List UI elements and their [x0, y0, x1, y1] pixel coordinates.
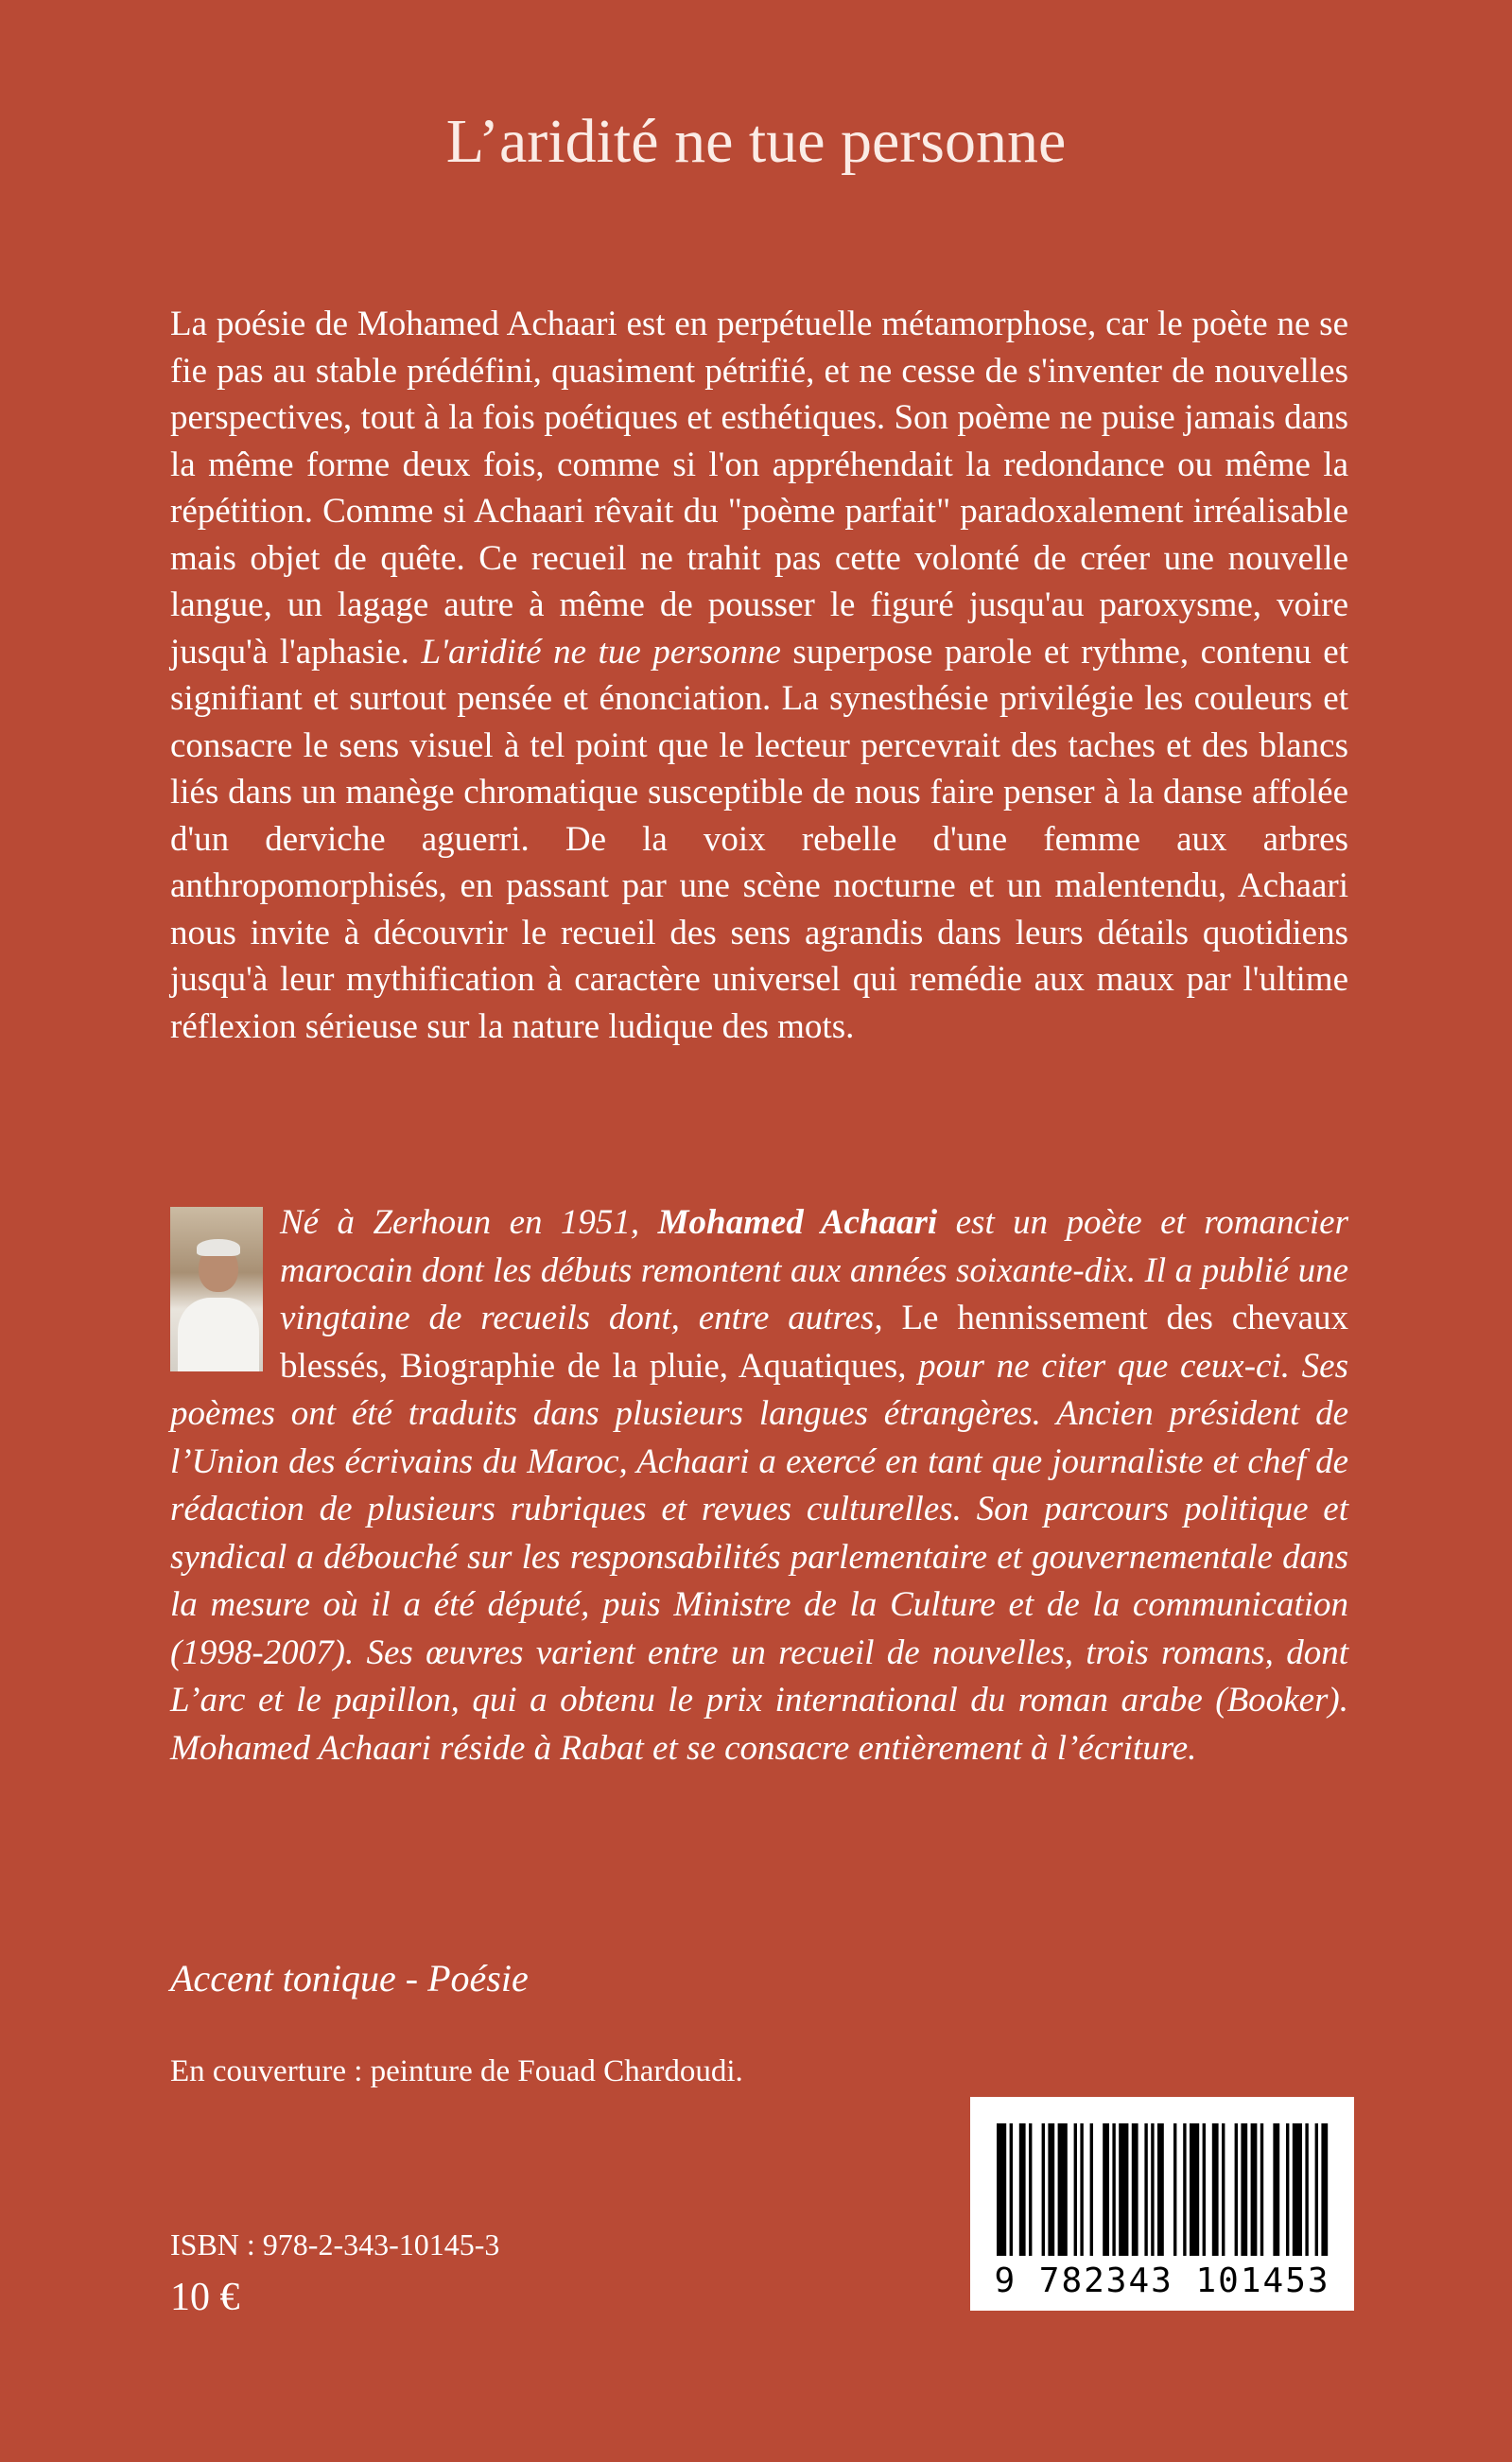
synopsis-italic-title: L'aridité ne tue personne — [421, 632, 781, 672]
collection-name: Accent tonique - Poésie — [170, 1957, 529, 1999]
barcode-bar — [1235, 2123, 1238, 2256]
bio-part-1: est un poète et romancier marocain dont les débuts remontent aux années soixante-dix. Il a publié une vingtaine de recueils dont, entre autres, — [280, 1203, 1348, 1337]
bio-author-name: Mohamed Achaari — [657, 1203, 938, 1242]
barcode-bar — [1090, 2123, 1093, 2256]
barcode-bar — [1042, 2123, 1045, 2256]
barcode-bar — [1212, 2123, 1219, 2256]
barcode-bar — [1058, 2123, 1068, 2256]
bio-intro: Né à Zerhoun en 1951, — [280, 1203, 658, 1242]
barcode-bar — [1010, 2123, 1013, 2256]
barcode-bar — [1315, 2123, 1318, 2256]
barcode-bar — [1019, 2123, 1026, 2256]
author-bio — [170, 1199, 1348, 1772]
isbn: ISBN : 978-2-343-10145-3 — [170, 2227, 500, 2261]
barcode-bar — [1260, 2123, 1263, 2256]
price: 10 € — [170, 2276, 240, 2319]
barcode-bar — [1321, 2123, 1328, 2256]
barcode-bar — [1103, 2123, 1109, 2256]
barcode-bar — [997, 2123, 1006, 2256]
synopsis-text — [170, 301, 1348, 1050]
barcode-bar — [1286, 2123, 1289, 2256]
cover-credit: En couverture : peinture de Fouad Chardoudi. — [170, 2054, 743, 2088]
barcode — [970, 2097, 1354, 2311]
synopsis-part-2: superpose parole et rythme, contenu et signifiant et surtout pensée et énonciation. La synesthésie privilégie les couleurs et consacre le sens visuel à tel point que le lecteur percevrait des taches et des blancs liés dans un manège chromatique susceptible de nous faire penser à la danse affolée d'un derviche aguerri. De la voix rebelle d'une femme aux arbres anthropomorphisés, en passant par une scène nocturne et un malentendu, Achaari nous invite à découvrir le recueil des sens agrandis dans leurs détails quotidiens jusqu'à leur mythification à caractère universel qui remédie aux maux par l'ultime réflexion sérieuse sur la nature ludique des mots. — [170, 632, 1348, 1046]
barcode-bar — [1222, 2123, 1225, 2256]
barcode-bar — [1080, 2123, 1083, 2256]
barcode-bar — [1203, 2123, 1206, 2256]
barcode-bar — [1241, 2123, 1247, 2256]
barcode-bar — [1190, 2123, 1199, 2256]
barcode-bar — [1144, 2123, 1147, 2256]
barcode-bar — [1305, 2123, 1308, 2256]
barcode-bar — [1112, 2123, 1115, 2256]
barcode-digits: 9 782343 101453 — [994, 2261, 1330, 2300]
barcode-bar — [1048, 2123, 1054, 2256]
barcode-bar — [1173, 2123, 1176, 2256]
barcode-bar — [1273, 2123, 1279, 2256]
barcode-bar — [1074, 2123, 1077, 2256]
synopsis-part-1: La poésie de Mohamed Achaari est en perpétuelle métamorphose, car le poète ne se fie pas au stable prédéfini, quasiment pétrifié, et ne cesse de s'inventer de nouvelles perspectives, tout à la fois poétiques et esthétiques. Son poème ne puise jamais dans la même forme deux fois, comme si l'on appréhendait la redondance ou même la répétition. Comme si Achaari rêvait du "poème parfait" paradoxalement irréalisable mais objet de quête. Ce recueil ne trahit pas cette volonté de créer une nouvelle langue, un lagage autre à même de pousser le figuré jusqu'au paroxysme, voire jusqu'à l'aphasie. — [170, 305, 1348, 672]
barcode-bar — [1183, 2123, 1186, 2256]
barcode-bar — [1151, 2123, 1154, 2256]
author-photo — [170, 1207, 263, 1371]
barcode-bar — [1132, 2123, 1138, 2256]
book-title: L’aridité ne tue personne — [445, 107, 1067, 176]
barcode-bar — [1119, 2123, 1128, 2256]
barcode-bar — [1293, 2123, 1302, 2256]
barcode-bar — [1029, 2123, 1032, 2256]
bio-part-2: pour ne citer que ceux-ci. Ses poèmes ont été traduits dans plusieurs langues étrangères. Ancien président de l’Union des écrivains du Maroc, Achaari a exercé en tant que journaliste et chef de rédaction de plusieurs rubriques et revues culturelles. Son parcours politique et syndical a débouché sur les responsabilités parlementaire et gouvernementale dans la mesure où il a été député, puis Ministre de la Culture et de la communication (1998-2007). Ses œuvres varient entre un recueil de nouvelles, trois romans, dont L’arc et le papillon, qui a obtenu le prix international du roman arabe (Booker). Mohamed Achaari réside à Rabat et se consacre entièrement à l’écriture. — [170, 1346, 1348, 1768]
barcode-bar — [1251, 2123, 1258, 2256]
bio-works: Le hennissement des chevaux blessés, Biographie de la pluie, Aquatiques, — [280, 1299, 1348, 1386]
barcode-bar — [1157, 2123, 1164, 2256]
